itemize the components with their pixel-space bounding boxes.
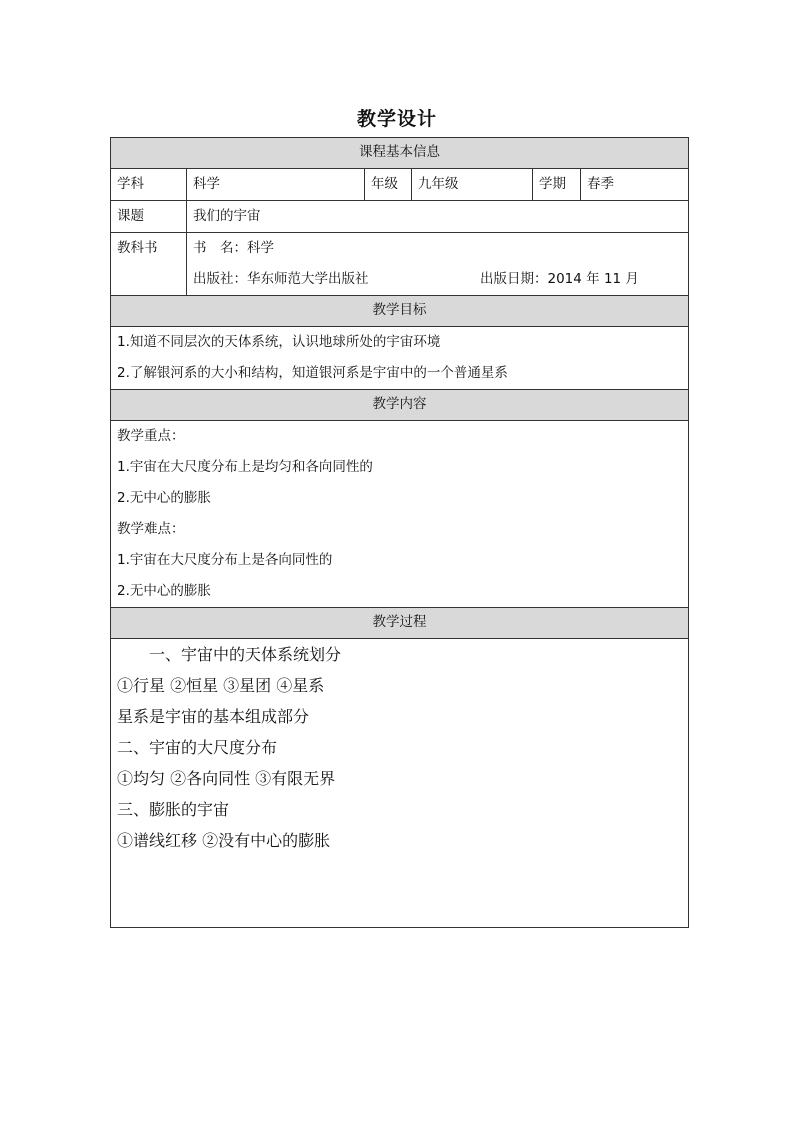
objective-item: 2.了解银河系的大小和结构，知道银河系是宇宙中的一个普通星系 <box>117 365 508 381</box>
process-line: 一、宇宙中的天体系统划分 <box>149 645 342 664</box>
process-line: 二、宇宙的大尺度分布 <box>117 738 278 757</box>
content-cell <box>111 421 689 608</box>
basic-info-header-row <box>111 138 689 169</box>
textbook-label-cell <box>111 233 187 296</box>
book-pub-date: 出版日期：2014 年 11 月 <box>480 271 639 287</box>
objectives-header: 教学目标 <box>111 296 689 327</box>
content-row <box>111 421 689 608</box>
lesson-plan-table <box>110 137 689 928</box>
objectives-row <box>111 327 689 390</box>
term-value: 春季 <box>581 169 689 201</box>
textbook-label: 教科书 <box>117 240 158 256</box>
subject-row <box>111 169 689 201</box>
subject-value: 科学 <box>187 169 365 201</box>
process-line: ①均匀 ②各向同性 ③有限无界 <box>117 769 336 788</box>
term-label: 学期 <box>533 169 581 201</box>
grade-label: 年级 <box>365 169 412 201</box>
content-header-row <box>111 390 689 421</box>
textbook-row <box>111 233 689 296</box>
grade-value: 九年级 <box>412 169 533 201</box>
key-points-label: 教学重点： <box>117 428 185 444</box>
topic-row <box>111 201 689 233</box>
book-publish-line <box>193 264 682 295</box>
process-line: ①行星 ②恒星 ③星团 ④星系 <box>117 676 325 695</box>
topic-value: 我们的宇宙 <box>187 201 689 233</box>
process-line: 三、膨胀的宇宙 <box>117 800 230 819</box>
process-header-row <box>111 608 689 639</box>
objectives-header-row <box>111 296 689 327</box>
objective-item: 1.知道不同层次的天体系统，认识地球所处的宇宙环境 <box>117 334 441 350</box>
book-name: 书 名：科学 <box>193 240 274 256</box>
process-line: 星系是宇宙的基本组成部分 <box>117 707 310 726</box>
process-line: ①谱线红移 ②没有中心的膨胀 <box>117 831 331 850</box>
process-header: 教学过程 <box>111 608 689 639</box>
difficult-points-label: 教学难点： <box>117 521 185 537</box>
difficult-point-item: 1.宇宙在大尺度分布上是各向同性的 <box>117 552 333 568</box>
subject-label: 学科 <box>111 169 187 201</box>
process-row <box>111 639 689 928</box>
process-cell <box>111 639 689 928</box>
book-publisher: 出版社：华东师范大学出版社 <box>193 271 369 287</box>
difficult-point-item: 2.无中心的膨胀 <box>117 583 211 599</box>
key-point-item: 2.无中心的膨胀 <box>117 490 211 506</box>
basic-info-header: 课程基本信息 <box>111 138 689 169</box>
textbook-detail-cell <box>187 233 689 296</box>
objectives-cell <box>111 327 689 390</box>
key-point-item: 1.宇宙在大尺度分布上是均匀和各向同性的 <box>117 459 373 475</box>
document-title: 教学设计 <box>356 108 437 130</box>
topic-label: 课题 <box>111 201 187 233</box>
content-header: 教学内容 <box>111 390 689 421</box>
